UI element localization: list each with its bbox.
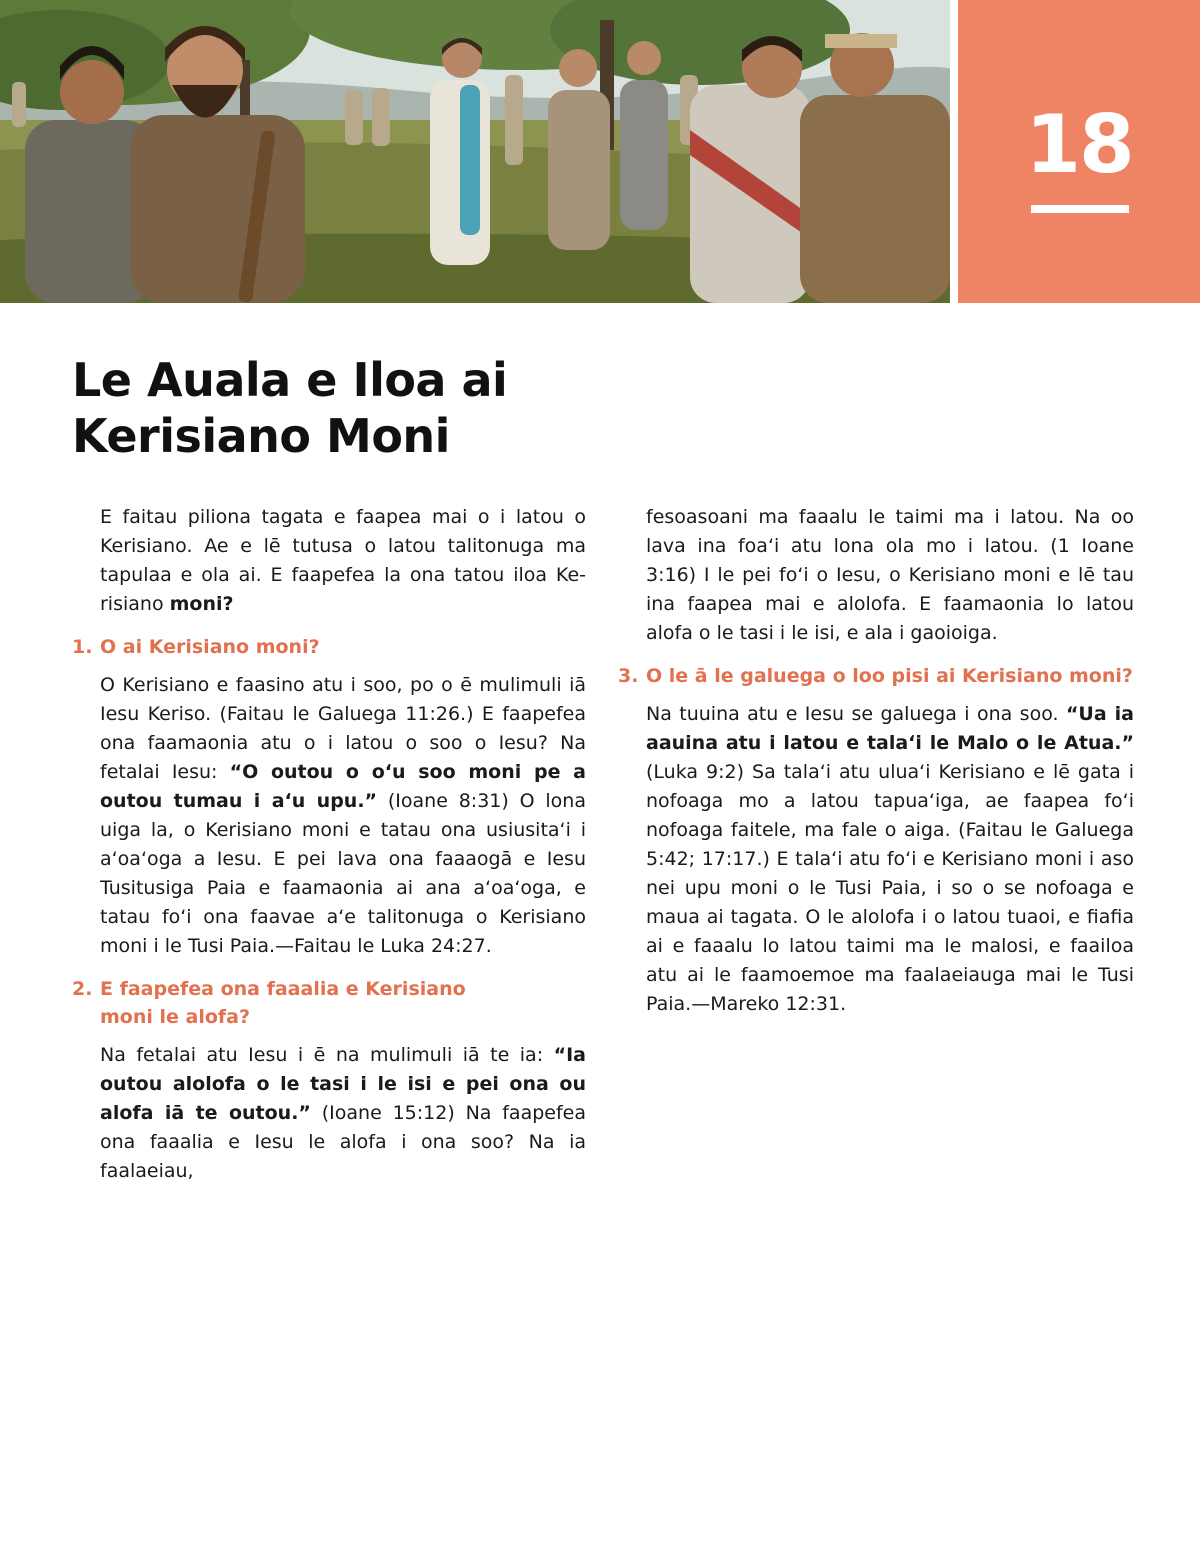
right-column [618,503,1134,1019]
section-2-text-1: Na fetalai atu Iesu i ē na mulimuli iā te ia: [100,1044,554,1066]
section-3-text-2: (Luka 9:2) Sa talaʻi atu uluaʻi Kerisiano e lē gata i nofoaga mo a latou tapuaʻiga, ae faapea foʻi nofoaga faitele, ma fale o aiga. (Faitau le Galuega 5:42; 17:17.) E talaʻi atu foʻi e Kerisiano moni i aso nei upu moni o le Tusi Paia, i so o se nofoaga e maua ai tagata. O le alolofa i o latou tuaoi, e fiafia ai e faaalu lo latou taimi ma le malosi, e faailoa atu ai le faamoemoe ma faalaeiauga mai le Tusi Paia.—Mareko 12:31. [646,761,1134,1015]
section-3-number: 3. [618,665,639,687]
page-title-line-1: Le Auala e Iloa ai [72,353,508,407]
section-1-heading-text: O ai Kerisiano moni? [100,636,320,658]
section-3-paragraph [618,700,1134,1019]
lesson-number: 18 [1025,98,1133,191]
header-scene-svg [0,0,950,303]
left-column [72,503,586,1186]
section-1-heading [72,633,586,661]
section-3-text-1: Na tuuina atu e Iesu se galuega i ona soo. [646,703,1066,725]
section-2-paragraph [72,1041,586,1186]
page-title [72,352,772,464]
intro-paragraph [72,503,586,619]
section-2-text-2: (Ioane 15:12) Na faapefea ona faaalia e Iesu le alofa i ona soo? Na ia faalaeiau, [100,1102,586,1182]
header-illustration [0,0,950,303]
section-1-paragraph [72,671,586,961]
section-1-number: 1. [72,636,93,658]
section-3-heading-text: O le ā le galuega o loo pisi ai Kerisiano moni? [646,665,1133,687]
intro-bold-text: moni? [169,593,234,615]
section-2-heading-text: E faapefea ona faaalia e Kerisiano moni le alofa? [100,978,466,1028]
section-1-quote: “O outou o oʻu soo moni pe a outou tumau i aʻu upu.” [100,761,586,812]
section-1-text-2: (Ioane 8:31) O lona uiga la, o Kerisiano moni e tatau ona usiusitaʻi i aʻoaʻoga a Iesu. E pei lava ona faaaogā e Iesu Tusitusiga Paia e faamaonia ai ana aʻoaʻoga, e tatau foʻi ona faavae aʻe talitonuga o Kerisiano moni i le Tusi Paia.—Faitau le Luka 24:27. [100,790,586,957]
section-2-number: 2. [72,978,93,1000]
section-2-quote: “Ia outou alolofa o le tasi i le isi e pei ona ou alofa iā te outou.” [100,1044,586,1124]
section-2-paragraph-continued: fesoasoani ma faaalu le taimi ma i latou. Na oo lava ina foaʻi atu lona ola mo i latou. (1 Ioane 3:16) I le pei foʻi o Iesu, o Kerisiano moni e lē tau ina faapea mai e alolofa. E faamaonia lo latou alofa o le tasi i le isi, e ala i gaoioiga. [646,506,1134,644]
section-3-quote: “Ua ia aauina atu i latou e talaʻi le Malo o le Atua.” [646,703,1134,754]
lesson-number-box [958,0,1200,303]
intro-text: E faitau piliona tagata e faapea mai o i latou o Kerisiano. Ae e lē tutusa o latou talitonuga ma tapulaa e ola ai. E faapefea la ona tatou iloa Kerisiano [100,506,586,615]
section-2-heading [72,975,586,1031]
section-3-heading [618,662,1134,690]
page-title-line-2: Kerisiano Moni [72,409,450,463]
section-1-text-1: O Kerisiano e faasino atu i soo, po o ē mulimuli iā Iesu Keriso. (Faitau le Galuega 11:26.) E faapefea ona faamaonia atu o i latou o soo o Iesu? Na fetalai Iesu: [100,674,586,783]
lesson-number-underline [1031,205,1129,213]
